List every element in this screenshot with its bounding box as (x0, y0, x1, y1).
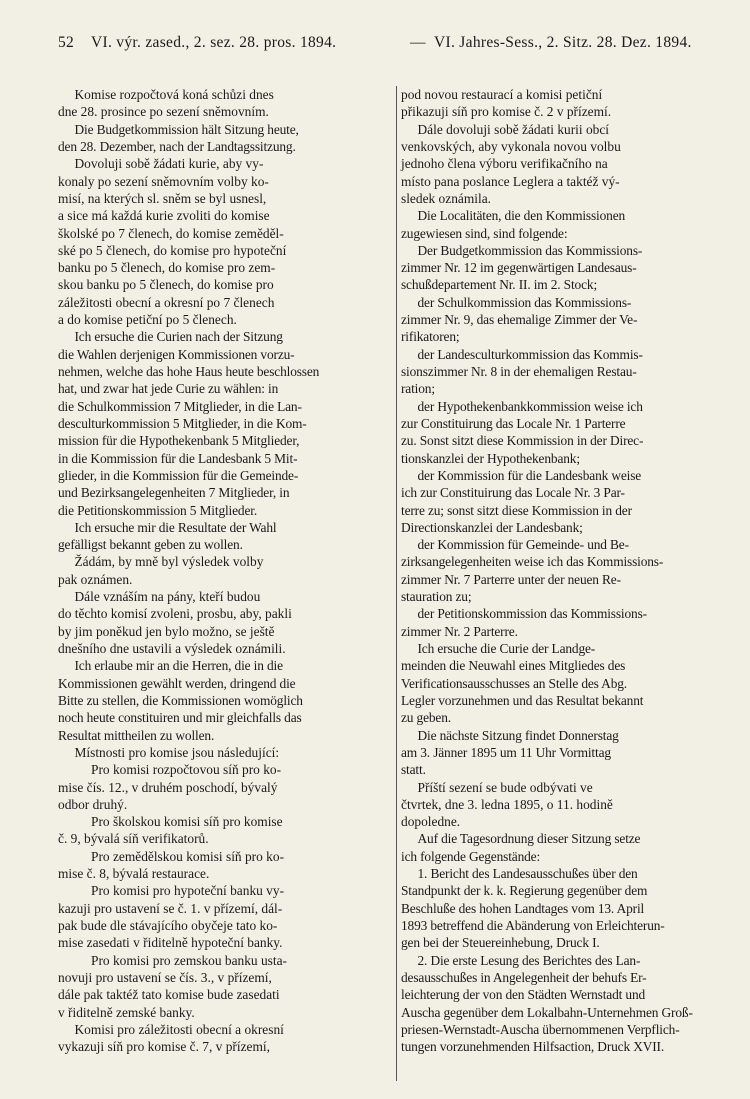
text-line: gefälligst bekannt geben zu wollen. (58, 537, 243, 553)
text-line: dne 28. prosince po sezení sněmovním. (58, 104, 269, 120)
text-line: přikazuji síň pro komise č. 2 v přízemí. (401, 104, 612, 120)
text-line: priesen-Wernstadt-Auscha übernommenen Verpflich- (401, 1021, 680, 1037)
text-line: und Bezirksangelegenheiten 7 Mitglieder, in (58, 485, 290, 501)
text-line: mission für die Hypothekenbank 5 Mitglieder, (58, 433, 300, 449)
text-line: hat, und zwar hat jede Curie zu wählen: in (58, 381, 279, 397)
text-line: Beschluße des hohen Landtages vom 13. April (401, 900, 645, 916)
text-line: a do komise petiční po 5 členech. (58, 312, 237, 328)
text-line: Ich ersuche die Curie der Landge- (417, 641, 596, 656)
text-line: sledek oznámila. (401, 190, 491, 206)
text-line: statt. (401, 762, 426, 778)
text-line: Ich erlaube mir an die Herren, die in die (74, 658, 283, 674)
text-line: skou banku po 5 členech, do komise pro (58, 277, 274, 293)
text-line: mise čís. 12., v druhém poschodí, bývalý (58, 779, 278, 795)
text-line: Komise rozpočtová koná schůzi dnes (74, 87, 274, 102)
text-line: in die Kommission für die Landesbank 5 Mit- (58, 450, 298, 466)
text-line: den 28. Dezember, nach der Landtagssitzung. (58, 138, 296, 154)
text-line: Místnosti pro komise jsou následující: (74, 744, 280, 760)
text-line: noch heute constituiren und mir gleichfalls das (58, 710, 302, 726)
text-line: záležitosti obecní a okresní po 7 členech (58, 294, 275, 310)
text-line: ration; (401, 381, 435, 397)
text-line: Kommissionen gewählt werden, dringend die (58, 675, 296, 691)
text-line: Resultat mittheilen zu wollen. (58, 727, 215, 743)
running-header (58, 34, 718, 58)
left-column (58, 86, 394, 1056)
text-line: zu. Sonst sitzt diese Kommission in der Direc- (401, 433, 644, 449)
text-line: Ich ersuche mir die Resultate der Wahl (74, 519, 277, 535)
text-line: Die nächste Sitzung findet Donnerstag (417, 727, 619, 743)
text-line: Verificationsausschusses an Stelle des Abg. (401, 675, 627, 691)
text-line: do těchto komisí zvoleni, prosbu, aby, pakli (58, 606, 292, 622)
text-line: v řiditelně zemské banky. (58, 1004, 195, 1020)
text-line: die Wahlen derjenigen Kommissionen vorzu- (58, 346, 295, 362)
text-line: zimmer Nr. 12 im gegenwärtigen Landesaus- (401, 260, 637, 276)
text-line: schußdepartement Nr. II. im 2. Stock; (401, 277, 598, 293)
text-line: zu geben. (401, 710, 451, 726)
text-line: Pro zemědělskou komisi síň pro ko- (91, 848, 285, 864)
text-line: Der Budgetkommission das Kommissions- (417, 242, 643, 258)
text-line: desculturkommission 5 Mitglieder, in die Kom- (58, 415, 307, 431)
text-line: tionskanzlei der Hypothekenbank; (401, 450, 580, 466)
text-line: konaly po sezení sněmovním volby ko- (58, 173, 269, 189)
text-line: Die Localitäten, die den Kommissionen (417, 208, 626, 224)
text-line: 1893 betreffend die Abänderung von Erleichterun- (401, 918, 665, 933)
text-line: 2. Die erste Lesung des Berichtes des Lan- (417, 952, 641, 968)
text-line: Pro komisi pro zemskou banku usta- (91, 952, 288, 968)
text-line: čtvrtek, dne 3. ledna 1895, o 11. hodině (401, 796, 613, 812)
text-line: stauration zu; (401, 589, 472, 605)
text-line: zimmer Nr. 2 Parterre. (401, 623, 518, 639)
text-line: Pro komisi pro hypoteční banku vy- (91, 883, 285, 899)
text-line: ich folgende Gegenstände: (401, 848, 541, 864)
text-line: zugewiesen sind, sind folgende: (401, 225, 568, 241)
text-line: misí, na kterých sl. sněm se byl usnesl, (58, 190, 267, 206)
text-line: tungen vorzunehmenden Hilfsaction, Druck XVII. (401, 1039, 665, 1055)
header-separator: — (410, 34, 426, 51)
text-line: Legler vorzunehmen und das Resultat bekannt (401, 692, 644, 708)
text-line: Pro komisi rozpočtovou síň pro ko- (91, 762, 282, 778)
text-line: zimmer Nr. 9, das ehemalige Zimmer der Ve- (401, 312, 638, 328)
text-line: zirksangelegenheiten weise ich das Kommissions- (401, 554, 664, 570)
text-line: odbor druhý. (58, 796, 128, 812)
text-line: vykazuji síň pro komise č. 7, v přízemí, (58, 1039, 270, 1055)
text-line: der Landesculturkommission das Kommis- (417, 346, 643, 362)
text-line: die Schulkommission 7 Mitglieder, in die Lan- (58, 398, 302, 414)
text-line: der Kommission für die Landesbank weise (417, 467, 642, 483)
text-line: ské po 5 členech, do komise pro hypoteční (58, 242, 287, 258)
text-line: am 3. Jänner 1895 um 11 Uhr Vormittag (401, 744, 611, 760)
text-line: gen bei der Steuereinhebung, Druck I. (401, 935, 600, 951)
text-line: Ich ersuche die Curien nach der Sitzung (74, 329, 283, 345)
text-line: Auscha gegenüber dem Lokalbahn-Unternehmen Groß- (401, 1004, 693, 1020)
text-line: Pro školskou komisi síň pro komise (91, 814, 283, 830)
text-line: der Petitionskommission das Kommissions- (417, 606, 647, 622)
text-line: terre zu; sonst sitzt diese Kommission in der (401, 502, 632, 518)
text-line: die Petitionskommission 5 Mitglieder. (58, 502, 258, 518)
text-line: Komisi pro záležitosti obecní a okresní (74, 1021, 284, 1037)
text-line: banku po 5 členech, do komise pro zem- (58, 260, 276, 276)
text-line: školské po 7 členech, do komise zeměděl- (58, 225, 284, 241)
text-line: desausschußes in Angelegenheit der behufs Er- (401, 969, 647, 985)
text-line: Bitte zu stellen, die Kommissionen womöglich (58, 692, 303, 708)
text-line: Dále dovoluji sobě žádati kurii obcí (417, 121, 610, 137)
text-line: Auf die Tagesordnung dieser Sitzung setze (417, 831, 641, 847)
text-line: venkovských, aby vykonala novou volbu (401, 138, 621, 154)
text-line: místo pana poslance Leglera a taktéž vý- (401, 173, 620, 189)
text-line: Die Budgetkommission hält Sitzung heute, (74, 121, 299, 137)
text-line: der Schulkommission das Kommissions- (417, 294, 632, 310)
text-line: dopoledne. (401, 814, 461, 830)
text-line: dnešního dne ustavili a výsledek oznámili. (58, 641, 286, 656)
text-line: by jim poněkud jen bylo možno, se ještě (58, 623, 275, 639)
text-line: Žádám, by mně byl výsledek volby (74, 554, 264, 570)
text-line: ich zur Constituirung das Locale Nr. 3 Par- (401, 485, 625, 501)
text-line: novuji pro ustavení se čís. 3., v přízemí, (58, 969, 272, 985)
text-line: mise zasedati v řiditelně hypoteční banky. (58, 935, 283, 951)
text-line: 1. Bericht des Landesausschußes über den (417, 866, 638, 882)
text-line: zimmer Nr. 7 Parterre unter der neuen Re- (401, 571, 621, 587)
text-line: č. 9, bývalá síň verifikatorů. (58, 831, 209, 847)
text-line: pak bude dle stávajícího obyčeje tato ko- (58, 918, 278, 933)
page-number: 52 (58, 34, 75, 51)
text-line: Dále vznáším na pány, kteří budou (74, 589, 261, 605)
right-column (401, 86, 727, 1056)
text-line: nehmen, welche das hohe Haus heute beschlossen (58, 364, 320, 379)
text-line: a sice má každá kurie zvoliti do komise (58, 208, 270, 224)
text-line: meinden die Neuwahl eines Mitgliedes des (401, 658, 626, 674)
text-line: Dovoluji sobě žádati kurie, aby vy- (74, 156, 264, 172)
text-line: Directionskanzlei der Landesbank; (401, 519, 583, 535)
text-line: Standpunkt der k. k. Regierung gegenüber dem (401, 883, 648, 899)
czech-session-ref: VI. výr. zased., 2. sez. 28. pros. 1894. (91, 34, 337, 51)
text-line: dále pak taktéž tato komise bude zasedati (58, 987, 280, 1003)
text-line: Příští sezení se bude odbývati ve (417, 779, 593, 795)
text-line: der Hypothekenbankkommission weise ich (417, 398, 643, 414)
text-line: mise č. 8, bývalá restaurace. (58, 866, 210, 882)
text-line: zur Constituirung das Locale Nr. 1 Parterre (401, 415, 626, 431)
text-line: pak oznámen. (58, 571, 133, 587)
column-divider (396, 86, 397, 1081)
text-line: glieder, in die Kommission für die Gemeinde- (58, 467, 299, 483)
text-line: leichterung der von den Städten Wernstadt und (401, 987, 646, 1003)
text-line: pod novou restaurací a komisi petiční (401, 87, 603, 102)
text-line: kazuji pro ustavení se č. 1. v přízemí, dál- (58, 900, 283, 916)
text-line: rifikatoren; (401, 329, 460, 345)
text-line: sionszimmer Nr. 8 in der ehemaligen Restau- (401, 364, 637, 379)
text-line: jednoho člena výboru verifikačního na (401, 156, 608, 172)
text-line: der Kommission für Gemeinde- und Be- (417, 537, 629, 553)
german-session-ref: VI. Jahres-Sess., 2. Sitz. 28. Dez. 1894. (434, 34, 692, 51)
